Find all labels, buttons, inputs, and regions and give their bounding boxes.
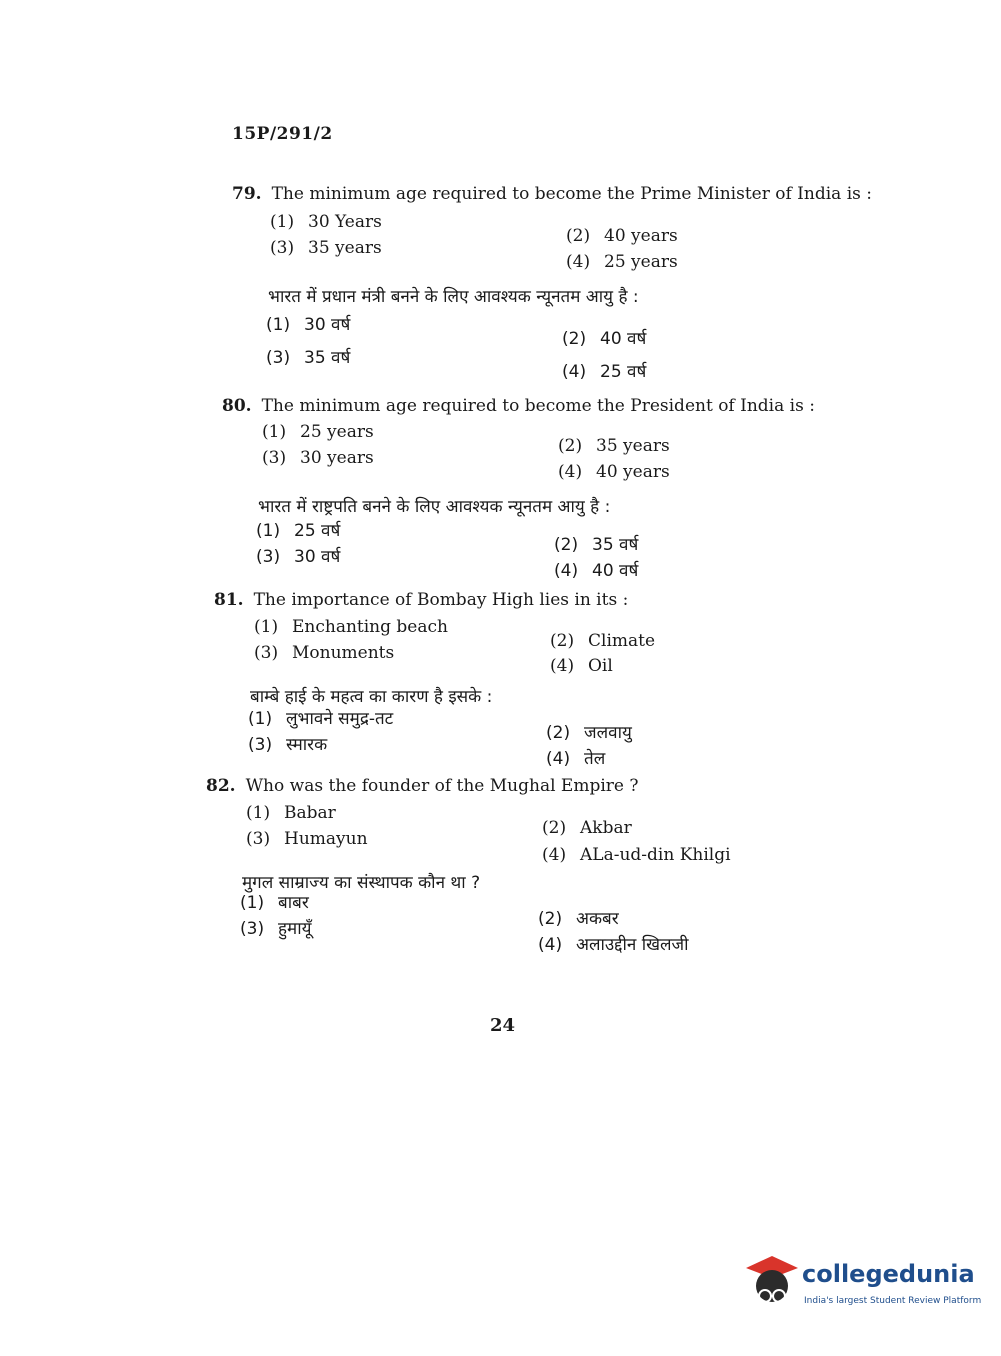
option-3: (3) Humayun bbox=[246, 829, 368, 849]
hindi-question-text: मुगल साम्राज्य का संस्थापक कौन था ? bbox=[242, 873, 481, 893]
hindi-option-4: (4) 25 वर्ष bbox=[562, 362, 647, 382]
hindi-option-2: (2) 35 वर्ष bbox=[554, 535, 639, 555]
hindi-option-1: (1) बाबर bbox=[240, 893, 309, 913]
option-4: (4) 40 years bbox=[558, 462, 670, 482]
question-number: 81. bbox=[214, 590, 244, 610]
question-text: 81. The importance of Bombay High lies in its : bbox=[214, 590, 629, 610]
option-2: (2) 40 years bbox=[566, 226, 678, 246]
hindi-question-text: भारत में राष्ट्रपति बनने के लिए आवश्यक न्यूनतम आयु है : bbox=[258, 497, 611, 517]
question-number: 80. bbox=[222, 396, 252, 416]
brand-tagline: India's largest Student Review Platform bbox=[804, 1296, 982, 1306]
hindi-option-1: (1) 25 वर्ष bbox=[256, 521, 341, 541]
question-text: 80. The minimum age required to become the President of India is : bbox=[222, 396, 815, 416]
paper-code: 15P/291/2 bbox=[232, 124, 333, 144]
hindi-option-4: (4) तेल bbox=[546, 749, 606, 769]
option-1: (1) Enchanting beach bbox=[254, 617, 448, 637]
option-1: (1) Babar bbox=[246, 803, 336, 823]
hindi-option-2: (2) अकबर bbox=[538, 909, 619, 929]
question-text: 82. Who was the founder of the Mughal Empire ? bbox=[206, 776, 639, 796]
option-3: (3) 30 years bbox=[262, 448, 374, 468]
collegedunia-watermark bbox=[742, 1252, 982, 1322]
page-number: 24 bbox=[490, 1015, 516, 1036]
option-2: (2) 35 years bbox=[558, 436, 670, 456]
hindi-option-4: (4) अलाउद्दीन खिलजी bbox=[538, 935, 689, 955]
option-3: (3) 35 years bbox=[270, 238, 382, 258]
option-4: (4) Oil bbox=[550, 656, 613, 676]
option-4: (4) ALa-ud-din Khilgi bbox=[542, 845, 731, 865]
option-1: (1) 25 years bbox=[262, 422, 374, 442]
hindi-question-text: भारत में प्रधान मंत्री बनने के लिए आवश्यक न्यूनतम आयु है : bbox=[268, 287, 639, 307]
option-1: (1) 30 Years bbox=[270, 212, 382, 232]
hindi-question-text: बाम्बे हाई के महत्व का कारण है इसके : bbox=[250, 687, 493, 707]
option-3: (3) Monuments bbox=[254, 643, 395, 663]
option-2: (2) Climate bbox=[550, 631, 656, 651]
hindi-option-4: (4) 40 वर्ष bbox=[554, 561, 639, 581]
option-2: (2) Akbar bbox=[542, 818, 632, 838]
option-4: (4) 25 years bbox=[566, 252, 678, 272]
brand-name: collegedunia bbox=[802, 1260, 975, 1288]
hindi-option-3: (3) 30 वर्ष bbox=[256, 547, 341, 567]
question-text: 79. The minimum age required to become the Prime Minister of India is : bbox=[232, 184, 872, 204]
hindi-option-1: (1) लुभावने समुद्र-तट bbox=[248, 709, 394, 729]
hindi-option-2: (2) जलवायु bbox=[546, 723, 632, 743]
hindi-option-2: (2) 40 वर्ष bbox=[562, 329, 647, 349]
hindi-option-3: (3) स्मारक bbox=[248, 735, 328, 755]
hindi-option-3: (3) 35 वर्ष bbox=[266, 348, 351, 368]
hindi-option-1: (1) 30 वर्ष bbox=[266, 315, 351, 335]
hindi-option-3: (3) हुमायूँ bbox=[240, 919, 312, 939]
question-number: 79. bbox=[232, 184, 262, 204]
question-number: 82. bbox=[206, 776, 236, 796]
mascot-logo-icon bbox=[742, 1252, 802, 1312]
